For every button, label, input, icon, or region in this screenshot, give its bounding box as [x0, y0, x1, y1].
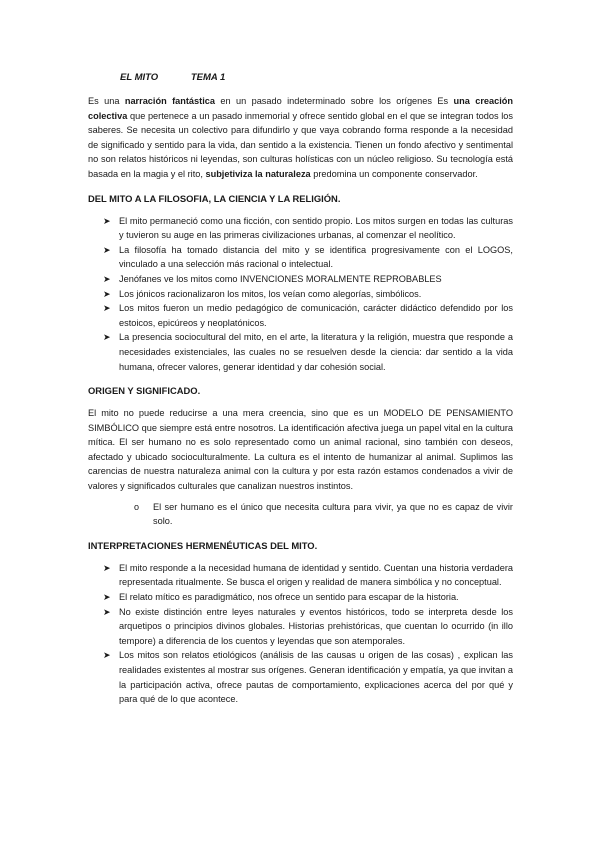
arrow-bullet-icon: ➤ [103, 244, 111, 255]
arrow-bullet-icon: ➤ [103, 303, 111, 314]
section-heading-interpretaciones: INTERPRETACIONES HERMENÉUTICAS DEL MITO. [88, 539, 318, 551]
arrow-bullet-icon: ➤ [103, 288, 111, 299]
intro-bold-3: subjetiviza la naturaleza [205, 168, 311, 179]
intro-bold-2: una creación colectiva [88, 96, 513, 121]
arrow-bullet-icon: ➤ [103, 332, 111, 343]
intro-bold-1: narración fantástica [124, 96, 215, 106]
section-heading-origen: ORIGEN Y SIGNIFICADO. [88, 385, 201, 397]
list-item [103, 243, 513, 272]
list-item-text: Los mitos fueron un medio pedagógico de comunicación, carácter didáctico defendido por los estoicos, epicúreos y neoplatónicos. [119, 303, 513, 328]
section-interpretaciones-list [88, 561, 513, 707]
arrow-bullet-icon: ➤ [103, 562, 111, 573]
list-item-text: Los jónicos racionalizaron los mitos, los veían como alegorías, simbólicos. [119, 288, 422, 299]
intro-text-1: Es una [88, 96, 125, 106]
section-filosofia-list [88, 214, 513, 375]
topic-label: TEMA 1 [190, 72, 226, 83]
document-page [88, 72, 513, 707]
list-item [103, 272, 513, 287]
section-heading-filosofia: DEL MITO A LA FILOSOFIA, LA CIENCIA Y LA RELIGIÓN. [88, 192, 341, 204]
list-item-text: La presencia sociocultural del mito, en el arte, la literatura y la religión, muestra que responde a necesidades existenciales, las cuales no se resuelven desde la ciencia: dar sentido a la vida humana, ofrecer valores, generar identidad y dar cohesión social. [119, 332, 513, 372]
list-item [134, 500, 513, 529]
arrow-bullet-icon: ➤ [103, 592, 111, 603]
origen-paragraph: El mito no puede reducirse a una mera creencia, sino que es un MODELO DE PENSAMIENTO SIMBÓLICO que siempre está entre nosotros. La identificación afectiva juega un papel vital en la cultura mítica. El ser humano no es solo representado como un animal racional, sino también con deseos, afectado y ubicado socioculturalmente. La cultura es el intento de humanizar al animal. Suplimos las carencias de nuestra naturaleza animal con la cultura y por esta razón estamos condenados a vivir de valores y significados culturales que canalizan nuestros instintos. [88, 408, 513, 492]
document-header [120, 72, 513, 86]
intro-paragraph [88, 94, 513, 182]
origen-sublist [88, 500, 513, 529]
list-item [103, 214, 513, 243]
list-item-text: El relato mítico es paradigmático, nos ofrece un sentido para escapar de la historia. [119, 592, 459, 603]
list-item-text: No existe distinción entre leyes naturales y eventos históricos, todo se interpreta desde los arquetipos o principios divinos globales. Historias prehistóricas, que cuentan lo ocurrido (in illo tempore) a diferencia de los cuentos y leyendas que son atemporales. [119, 606, 513, 646]
intro-text-2: en un pasado indeterminado sobre los orígenes Es [214, 96, 454, 106]
list-item-text: Los mitos son relatos etiológicos (análisis de las causas u origen de las cosas) , explican las realidades existentes al mostrar sus orígenes. Generan identificación y empatía, ya que invitan a la participación activa, ofrece pautas de comportamiento, explicaciones acerca del por qué y para qué de lo que acontece. [119, 650, 513, 705]
list-item-text: El mito permaneció como una ficción, con sentido propio. Los mitos surgen en todas las culturas y tuvieron su auge en las primeras civilizaciones urbanas, al comenzar el neolítico. [119, 215, 513, 241]
arrow-bullet-icon: ➤ [103, 650, 111, 661]
list-item [103, 605, 513, 649]
arrow-bullet-icon: ➤ [103, 606, 111, 617]
intro-text-4: predomina un componente conservador. [310, 168, 478, 179]
list-item [103, 590, 513, 605]
list-item [103, 330, 513, 374]
list-item [103, 648, 513, 706]
list-item [103, 287, 513, 302]
list-item [103, 301, 513, 330]
list-item-text: El ser humano es el único que necesita cultura para vivir, ya que no es capaz de vivir solo. [153, 501, 513, 527]
intro-text-3: que pertenece a un pasado inmemorial y ofrece sentido global en el que se integran todos los saberes. Se necesita un colectivo para difundirlo y que vaya cobrando forma responde a la necesidad de significado y sentido para la vida, dan sentido a la existencia. Tienen un fondo afectivo y sentimental no son relatos históricos ni leyendas, son culturas holísticas con un núcleo religioso. Su tecnología está basada en la magia y el rito, [88, 110, 513, 179]
list-item-text: El mito responde a la necesidad humana de identidad y sentido. Cuentan una historia verdadera representada ritualmente. Se busca el origen y realidad de manera simbólica y no conceptual. [119, 562, 513, 588]
list-item-text: Jenófanes ve los mitos como INVENCIONES MORALMENTE REPROBABLES [119, 273, 442, 284]
arrow-bullet-icon: ➤ [103, 215, 111, 226]
list-item-text: La filosofía ha tomado distancia del mito y se identifica progresivamente con el LOGOS, vinculado a una selección más racional o intelectual. [119, 244, 513, 270]
circle-bullet-icon: o [134, 501, 140, 512]
list-item [103, 561, 513, 590]
document-title: EL MITO [120, 72, 159, 83]
arrow-bullet-icon: ➤ [103, 273, 111, 284]
